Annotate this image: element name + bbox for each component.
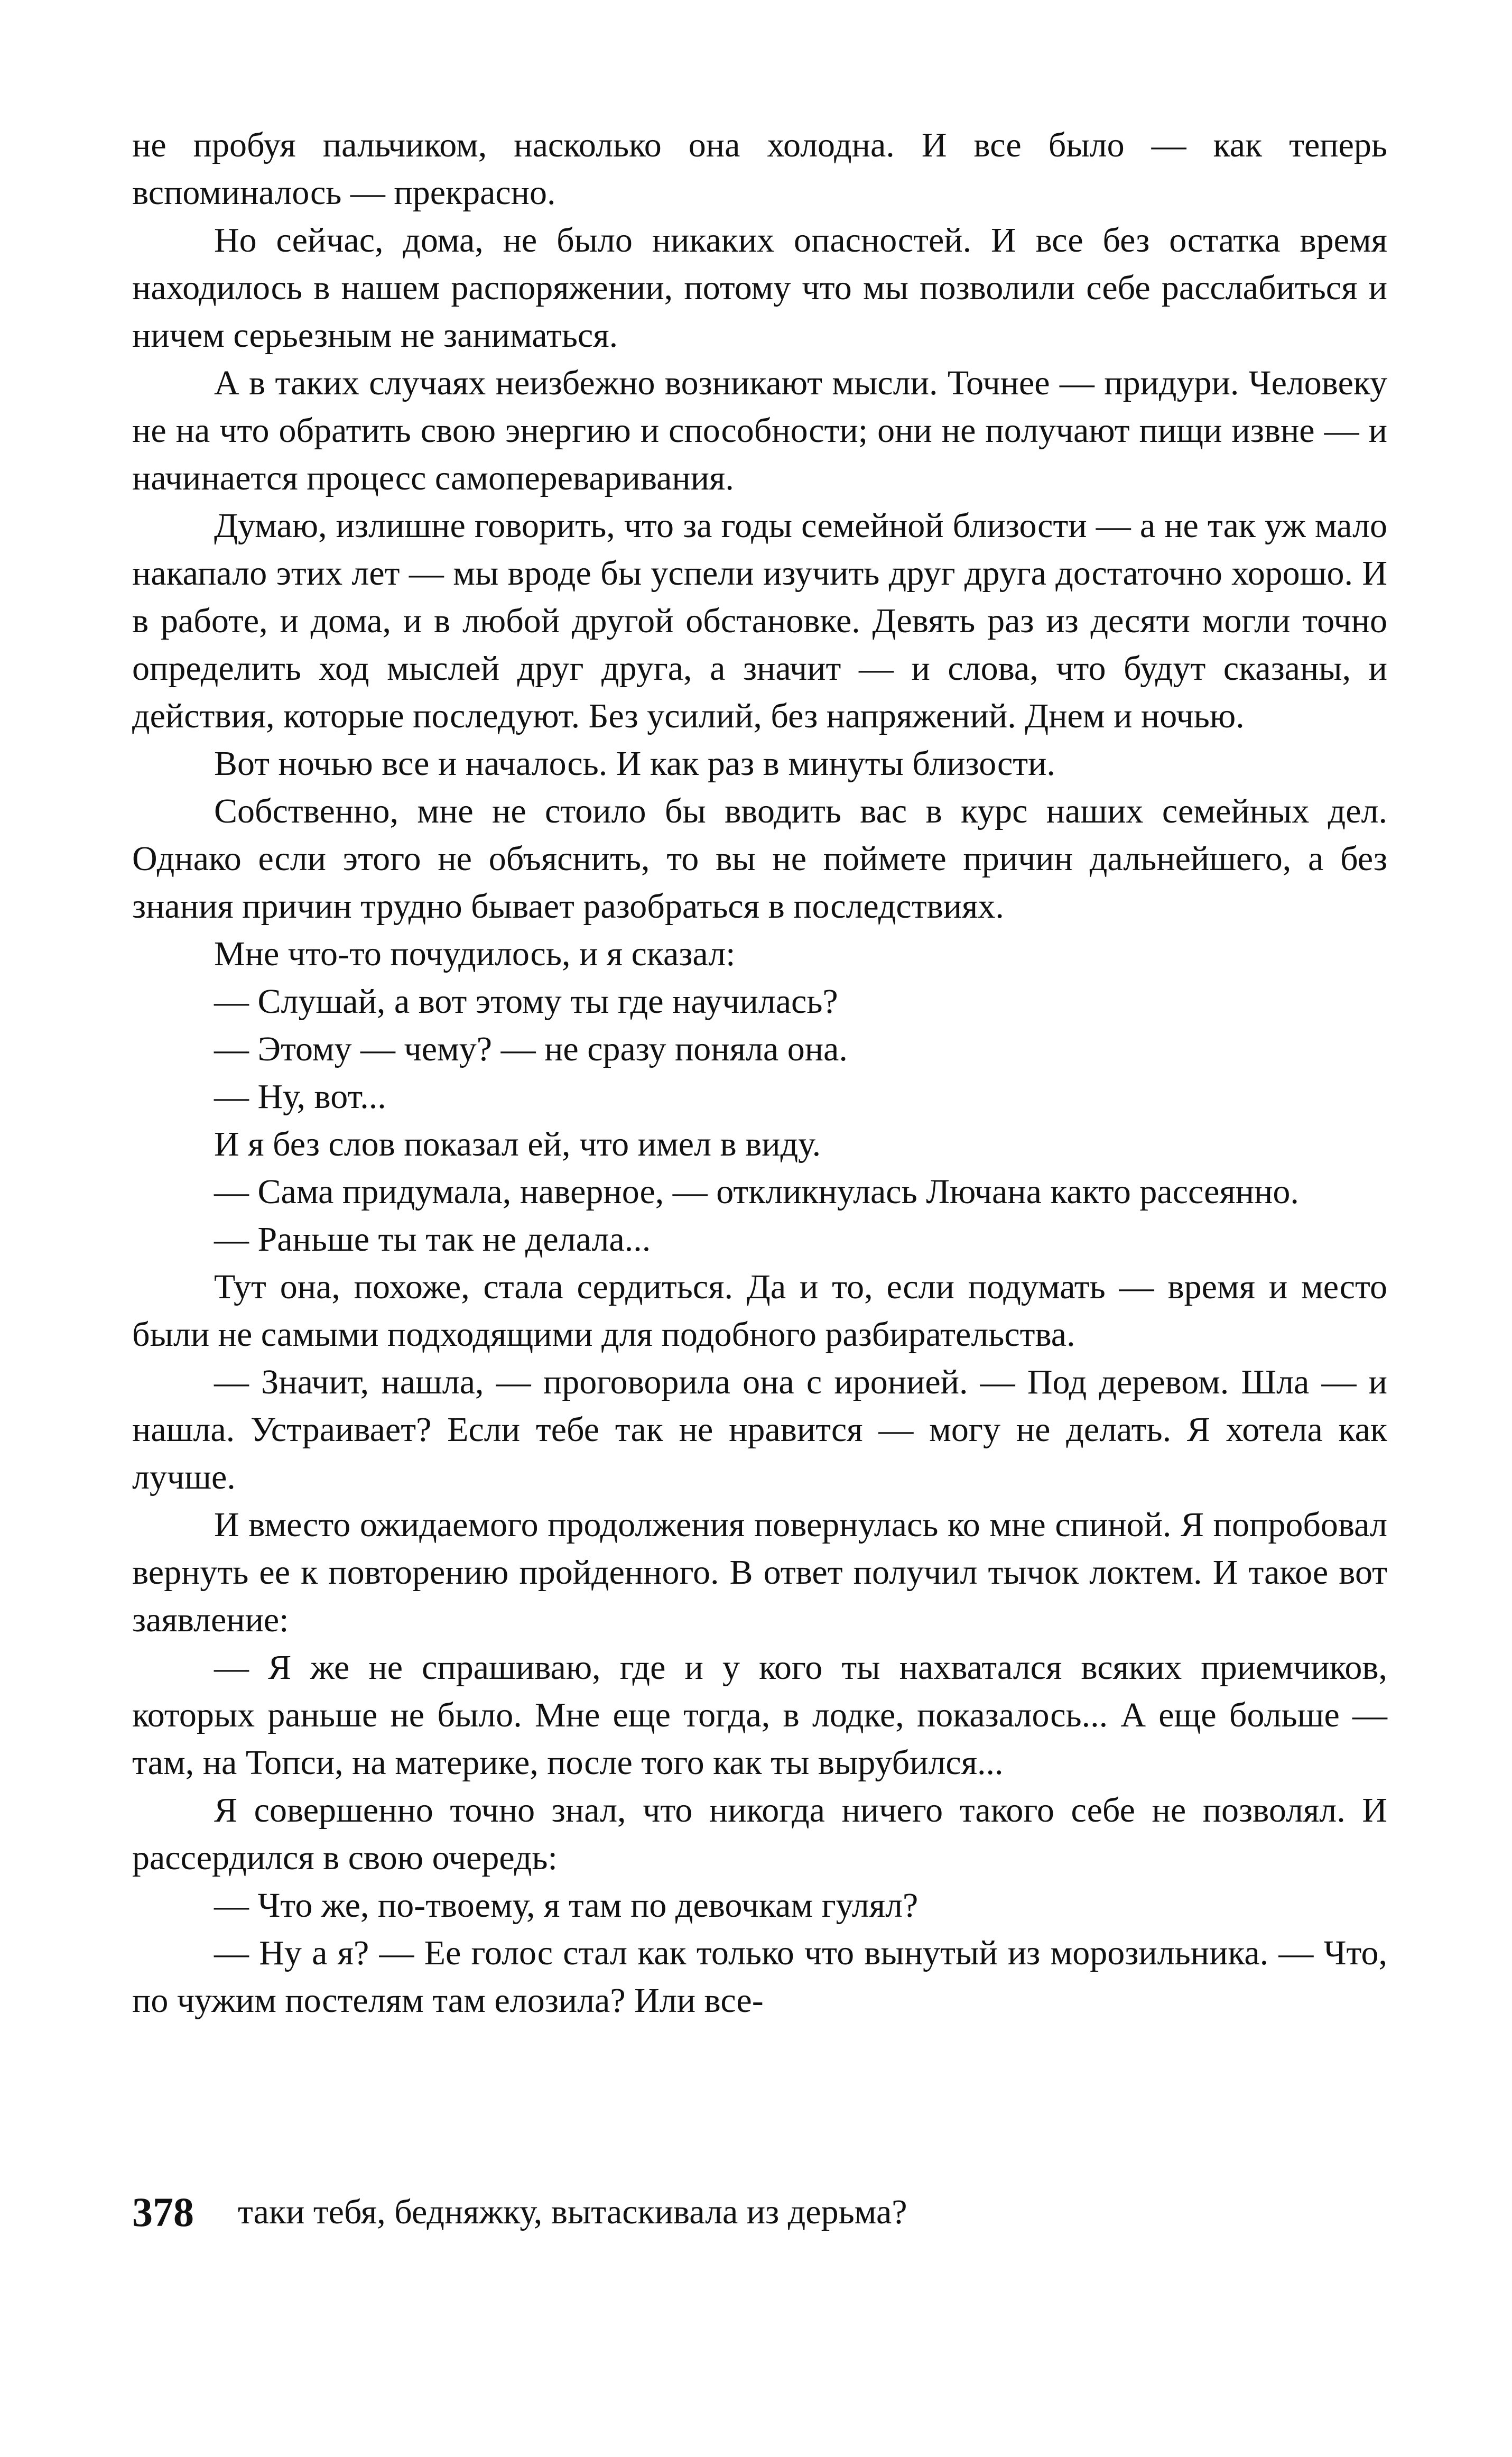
paragraph: Я совершенно точно знал, что никогда ничего такого себе не позволял. И рассердился в свою очередь: (132, 1791, 1387, 1877)
paragraph: Собственно, мне не стоило бы вводить вас в курс наших семейных дел. Однако если этого не объяснить, то вы не поймете причин дальнейшего, а без знания причин трудно бывает разобраться в последствиях. (132, 792, 1387, 926)
dialogue-line: — Я же не спрашиваю, где и у кого ты нахватался всяких приемчиков, которых раньше не было. Мне еще тогда, в лодке, показалось... А еще больше — там, на Топси, на материке, после того как ты вырубился... (132, 1648, 1387, 1782)
paragraph: Думаю, излишне говорить, что за годы семейной близости — а не так уж мало накапало этих лет — мы вроде бы успели изучить друг друга достаточно хорошо. И в работе, и дома, и в любой другой обстановке. Девять раз из десяти могли точно определить ход мыслей друг друга, а значит — и слова, что будут сказаны, и действия, которые последуют. Без усилий, без напряжений. Днем и ночью. (132, 506, 1387, 735)
dialogue-line: — Слушай, а вот этому ты где научилась? (214, 982, 838, 1021)
dialogue-line: — Значит, нашла, — проговорила она с иронией. — Под деревом. Шла — и нашла. Устраивает? Если тебе так не нравится — могу не делать. Я хотела как лучше. (132, 1363, 1387, 1497)
paragraph: Вот ночью все и началось. И как раз в минуты близости. (214, 744, 1055, 783)
dialogue-line: — Ну а я? — Ее голос стал как только что вынутый из морозильника. — Что, по чужим постелям там елозила? Или все- (132, 1934, 1387, 2020)
page-number: 378 (132, 2189, 194, 2235)
paragraph: И вместо ожидаемого продолжения повернулась ко мне спиной. Я попробовал вернуть ее к повторению пройденного. В ответ получил тычок локтем. И такое вот заявление: (132, 1505, 1387, 1639)
last-text-line: таки тебя, бедняжку, вытаскивала из дерьма? (238, 2193, 907, 2231)
paragraph: Тут она, похоже, стала сердиться. Да и то, если подумать — время и место были не самыми подходящими для подобного разбирательства. (132, 1268, 1387, 1354)
dialogue-line: — Ну, вот... (214, 1077, 386, 1116)
paragraph: И я без слов показал ей, что имел в виду. (214, 1125, 821, 1163)
paragraph: Мне что-то почудилось, и я сказал: (214, 935, 736, 973)
paragraph: не пробуя пальчиком, насколько она холодна. И все было — как теперь вспоминалось — прекрасно. (132, 126, 1387, 212)
paragraph: А в таких случаях неизбежно возникают мысли. Точнее — придури. Человеку не на что обратить свою энергию и способности; они не получают пищи извне — и начинается процесс самопереваривания. (132, 364, 1387, 497)
dialogue-line: — Раньше ты так не делала... (214, 1220, 651, 1259)
paragraph: Но сейчас, дома, не было никаких опасностей. И все без остатка время находилось в нашем распоряжении, потому что мы позволили себе расслабиться и ничем серьезным не заниматься. (132, 221, 1387, 355)
dialogue-line: — Этому — чему? — не сразу поняла она. (214, 1030, 848, 1068)
dialogue-line: — Сама придумала, наверное, — откликнулась Лючана както рассеянно. (214, 1172, 1299, 1211)
dialogue-line: — Что же, по-твоему, я там по девочкам гулял? (214, 1886, 919, 1925)
body-text (132, 122, 1387, 2025)
